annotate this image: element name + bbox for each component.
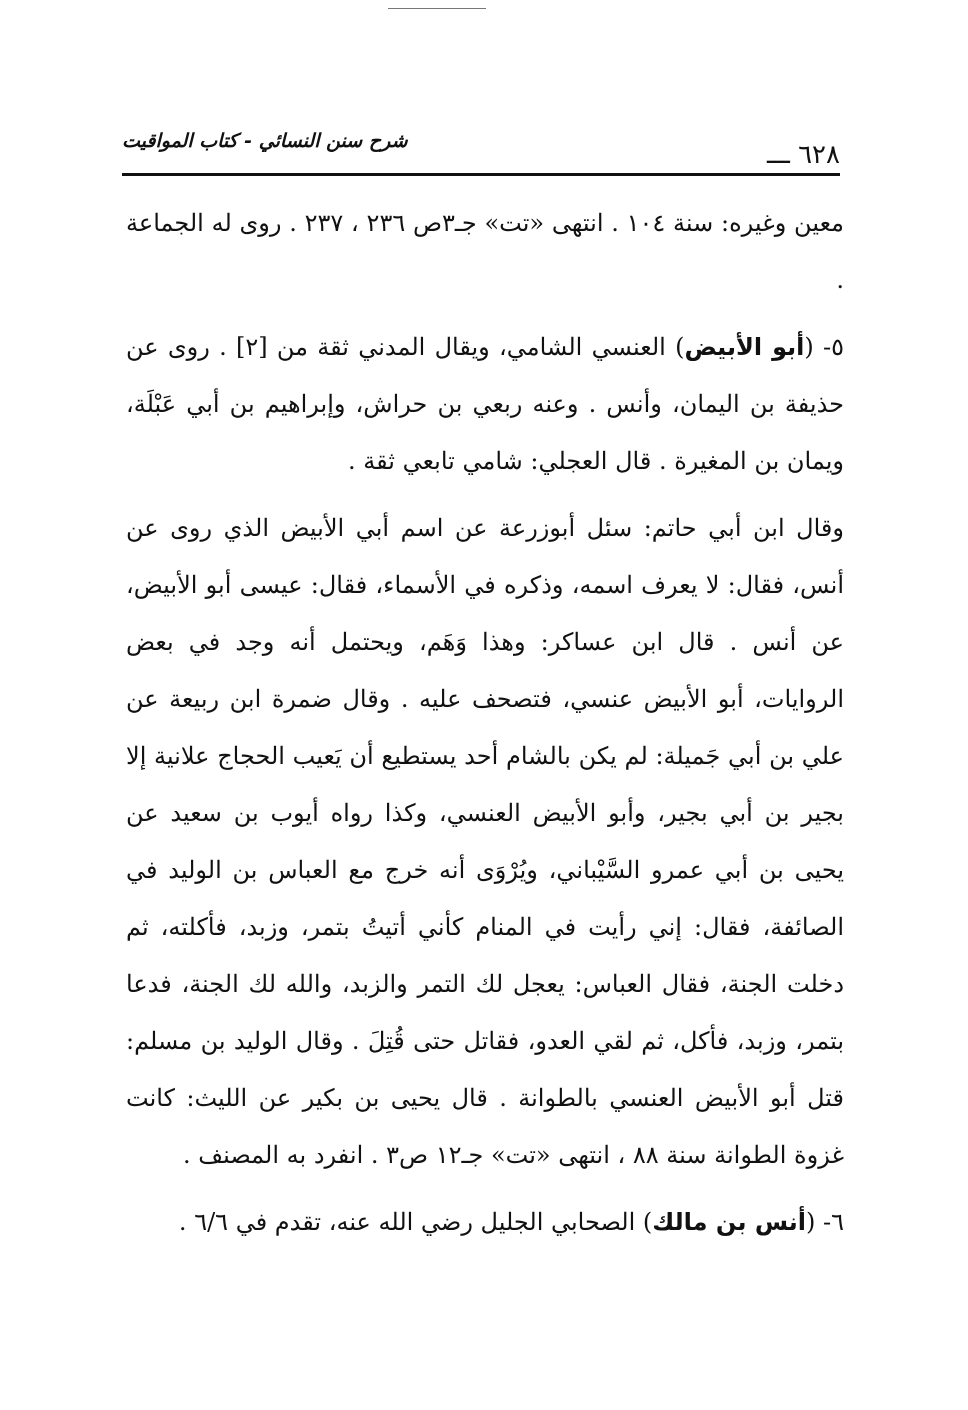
header-rule	[122, 173, 840, 176]
narrator-name: أبو الأبيض	[684, 333, 805, 361]
page-header	[122, 118, 840, 176]
paragraph-text: ) العنسي الشامي، ويقال المدني ثقة من [٢] . روى عن حذيفة بن اليمان، وأنس . وعنه ربعي بن حراش، وإبراهيم بن أبي عَبْلَة، ويمان بن المغيرة . قال العجلي: شامي تابعي ثقة .	[126, 333, 844, 475]
paragraph-text: معين وغيره: سنة ١٠٤ . انتهى «تت» جـ٣ص ٢٣٦ ، ٢٣٧ . روى له الجماعة .	[126, 209, 845, 294]
paragraph-continuation	[126, 195, 844, 309]
page-number: ٦٢٨ ـــ	[766, 140, 840, 170]
narrator-name: أنس بن مالك	[652, 1208, 806, 1236]
top-rule	[388, 8, 486, 9]
paragraph-narrator-6	[126, 1194, 844, 1251]
entry-prefix: ٦- (	[806, 1208, 844, 1236]
paragraph-text: وقال ابن أبي حاتم: سئل أبوزرعة عن اسم أبي الأبيض الذي روى عن أنس، فقال: لا يعرف اسمه، وذكره في الأسماء، فقال: عيسى أبو الأبيض، عن أنس . قال ابن عساكر: وهذا وَهَم، ويحتمل أنه وجد في بعض الروايات، أبو الأبيض عنسي، فتصحف عليه . وقال ضمرة ابن ربيعة عن علي بن أبي جَميلة: لم يكن بالشام أحد يستطيع أن يَعيب الحجاج علانية إلا بجير بن أبي بجير، وأبو الأبيض العنسي، وكذا رواه أيوب بن سعيد عن يحيى بن أبي عمرو السَّيْباني، ويُرْوَى أنه خرج مع العباس بن الوليد في الصائفة، فقال: إني رأيت في المنام كأني أتيتُ بتمر، وزبد، فأكلته، ثم دخلت الجنة، فقال العباس: يعجل لك التمر والزبد، والله لك الجنة، فدعا بتمر، وزبد، فأكل، ثم لقي العدو، فقاتل حتى قُتِلَ . وقال الوليد بن مسلم: قتل أبو الأبيض العنسي بالطوانة . قال يحيى بن بكير عن الليث: كانت غزوة الطوانة سنة ٨٨ ، انتهى «تت» جـ١٢ ص٣ . انفرد به المصنف .	[126, 514, 844, 1169]
paragraph-text: ) الصحابي الجليل رضي الله عنه، تقدم في ٦/٦ .	[178, 1208, 653, 1236]
paragraph-commentary	[126, 500, 844, 1184]
entry-prefix: ٥- (	[804, 333, 845, 361]
paragraph-narrator-5	[126, 319, 844, 490]
page-body	[126, 195, 844, 1261]
running-title: شرح سنن النسائي - كتاب المواقيت	[122, 130, 408, 152]
